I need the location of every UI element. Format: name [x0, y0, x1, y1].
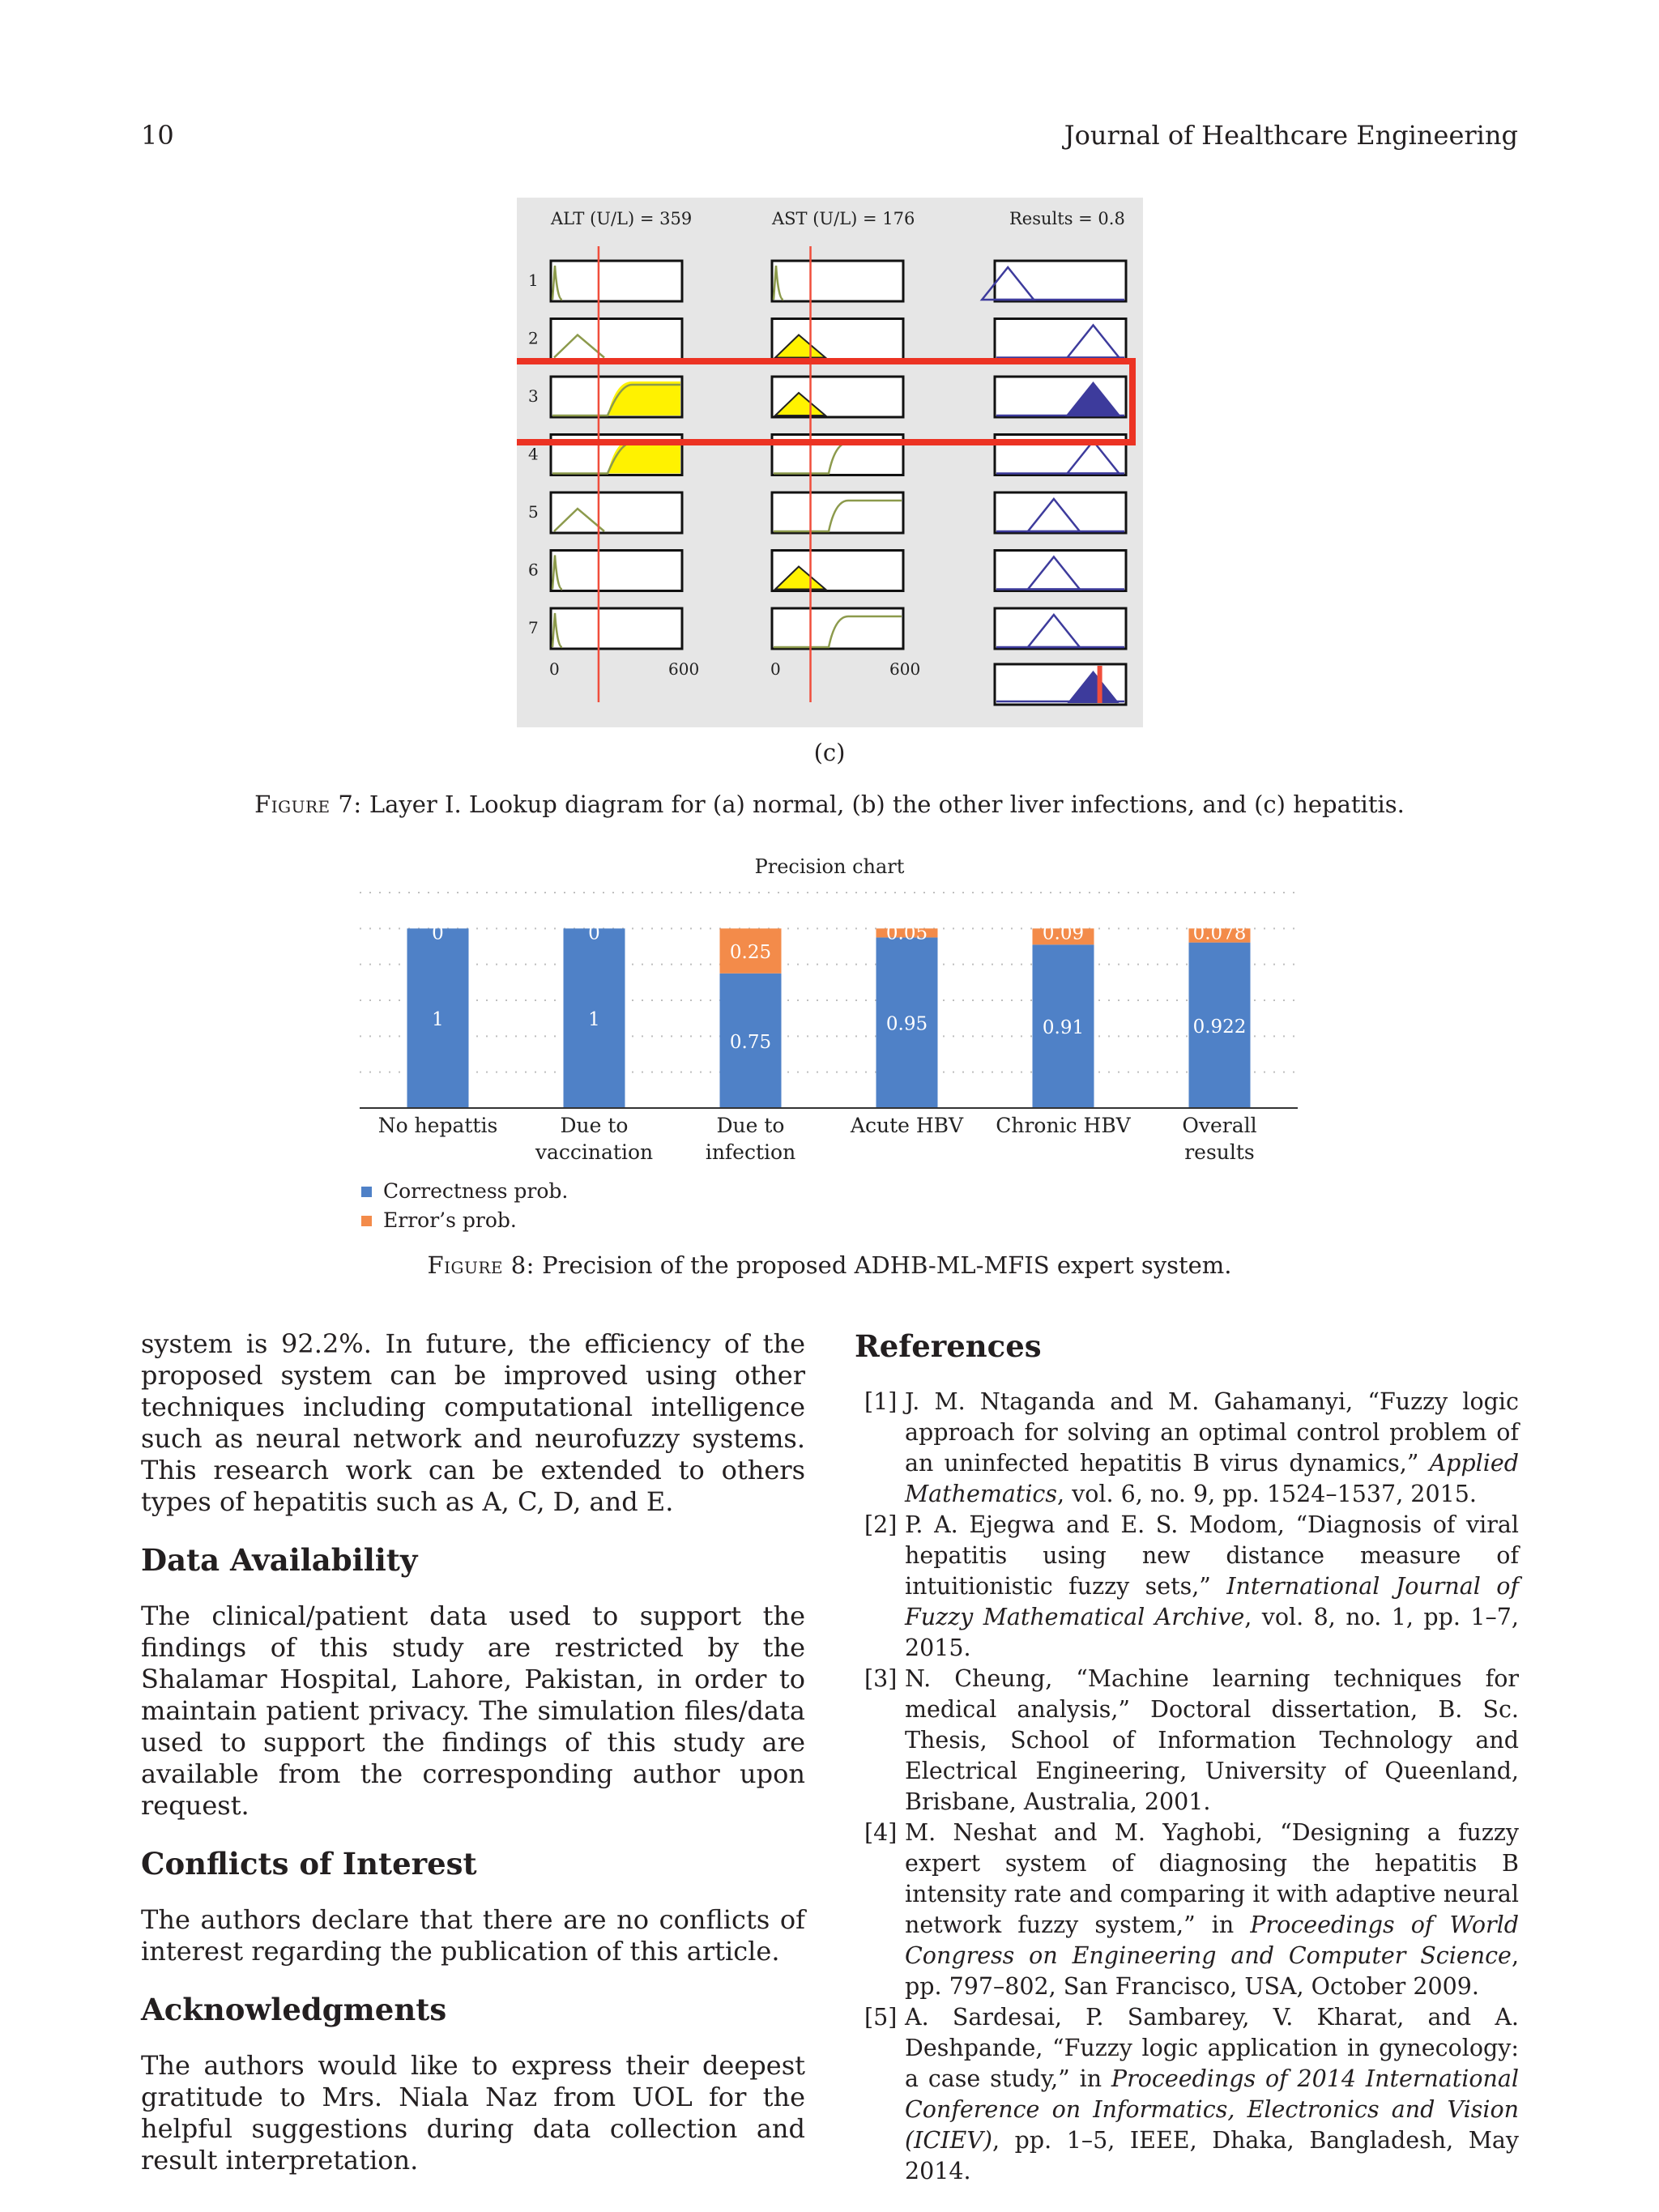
alt-input-label: ALT (U/L) = 359 [551, 209, 693, 228]
x-tick-label: results [1184, 1140, 1255, 1164]
data-label-error: 0 [588, 923, 600, 944]
rule-number: 7 [528, 618, 539, 637]
rule-row [528, 492, 1126, 533]
data-label-correctness: 0.91 [1042, 1017, 1085, 1039]
legend-swatch-error [361, 1216, 372, 1226]
data-label-correctness: 0.95 [885, 1013, 928, 1035]
legend-label-correctness: Correctness prob. [383, 1179, 569, 1203]
alt-membership-box [551, 492, 682, 533]
ast-axis-min: 0 [770, 659, 781, 679]
x-tick-label: infection [705, 1140, 796, 1164]
data-label-error: 0 [432, 923, 444, 944]
rule-row [528, 608, 1126, 649]
output-membership-box [995, 319, 1126, 360]
figure7-caption-text: Layer I. Lookup diagram for (a) normal, (b) the other liver infections, and (c) hepatitis. [369, 791, 1405, 818]
data-label-correctness: 1 [432, 1009, 444, 1031]
acknowledgments-heading: Acknowledgments [141, 1992, 447, 2027]
x-tick-label: No hepattis [377, 1114, 498, 1137]
data-label-error: 0.078 [1192, 923, 1247, 944]
data-label-correctness: 1 [588, 1009, 600, 1031]
x-tick-label: vaccination [535, 1140, 654, 1164]
rule-number: 6 [528, 560, 539, 580]
alt-membership-box [551, 608, 682, 649]
right-column [855, 1328, 1519, 2187]
figure8-caption-text: Precision of the proposed ADHB-ML-MFIS expert system. [542, 1251, 1232, 1279]
figure8-caption [141, 1251, 1518, 1279]
rule-number: 1 [528, 271, 539, 290]
reference-item: [4] M. Neshat and M. Yaghobi, “Designing a fuzzy expert system of diagnosing the hepatitis B intensity rate and comparing it with adaptive neural network fuzzy system,” in Proceedings of World Congress on Engineering and Computer Science, pp. 797–802, San Francisco, USA, October 2009. [864, 1819, 1519, 2000]
figure7-caption [141, 791, 1518, 818]
references-heading: References [855, 1328, 1042, 1364]
rule-number: 3 [528, 386, 539, 406]
legend-label-error: Error’s prob. [383, 1208, 517, 1232]
ast-membership-box [772, 492, 903, 533]
results-output-label: Results = 0.8 [1009, 209, 1125, 228]
alt-membership-box [551, 551, 682, 591]
legend-swatch-correctness [361, 1187, 372, 1197]
data-label-correctness: 0.75 [729, 1031, 772, 1053]
data-availability-text: The clinical/patient data used to support the findings of this study are restricted by the Shalamar Hospital, Lahore, Pakistan, in order to maintain patient privacy. The simulation files/data used to support the findings of this study are available from the corresponding author upon request. [141, 1600, 805, 1821]
alt-membership-box [551, 319, 682, 360]
ast-axis-max: 600 [889, 659, 921, 679]
rule-number: 2 [528, 328, 539, 348]
conclusion-paragraph: system is 92.2%. In future, the efficiency of the proposed system can be improved using other techniques including computational intelligence such as neural network and neurofuzzy systems. This research work can be extended to others types of hepatitis such as A, C, D, and E. [141, 1328, 805, 1517]
data-label-error: 0.05 [885, 923, 928, 944]
reference-item: [2] P. A. Ejegwa and E. S. Modom, “Diagnosis of viral hepatitis using new distance measure of intuitionistic fuzzy sets,” International Journal of Fuzzy Mathematical Archive, vol. 8, no. 1, pp. 1–7, 2015. [864, 1511, 1519, 1661]
alt-axis-max: 600 [668, 659, 700, 679]
x-tick-label: Due to [716, 1114, 785, 1137]
alt-axis-min: 0 [549, 659, 560, 679]
reference-item: [5] A. Sardesai, P. Sambarey, V. Kharat, and A. Deshpande, “Fuzzy logic application in gynecology: a case study,” in Proceedings of 2014 International Conference on Informatics, Electronics and Vision (ICIEV), pp. 1–5, IEEE, Dhaka, Bangladesh, May 2014. [864, 2004, 1519, 2184]
acknowledgments-text: The authors would like to express their deepest gratitude to Mrs. Niala Naz from UOL for the helpful suggestions during data collection and result interpretation. [141, 2050, 805, 2176]
output-membership-box [995, 551, 1126, 591]
ast-membership-box [772, 261, 903, 301]
legend-error [361, 1208, 517, 1232]
data-availability-heading: Data Availability [141, 1542, 418, 1578]
x-tick-label: Chronic HBV [996, 1114, 1131, 1137]
conflicts-heading: Conflicts of Interest [141, 1846, 477, 1882]
reference-item: [1] J. M. Ntaganda and M. Gahamanyi, “Fuzzy logic approach for solving an optimal control problem of an uninfected hepatitis B virus dynamics,” Applied Mathematics, vol. 6, no. 9, pp. 1524–1537, 2015. [864, 1388, 1519, 1507]
alt-membership-box [551, 261, 682, 301]
figure8-caption-label: Figure 8: [427, 1251, 535, 1279]
rule-number: 4 [528, 444, 539, 464]
ast-membership-box [772, 608, 903, 649]
x-tick-label: Due to [560, 1114, 629, 1137]
figure7-caption-label: Figure 7: [254, 791, 362, 818]
figure7-panel-label: (c) [813, 739, 846, 766]
chart-title: Precision chart [754, 855, 905, 878]
x-tick-label: Overall [1182, 1114, 1257, 1137]
output-membership-box [995, 608, 1126, 649]
x-tick-label: Acute HBV [850, 1114, 964, 1137]
rule-row [528, 319, 1126, 360]
reference-item: [3] N. Cheung, “Machine learning techniques for medical analysis,” Doctoral dissertation, B. Sc. Thesis, School of Information Technology and Electrical Engineering, University of Queenland, Brisbane, Australia, 2001. [864, 1665, 1519, 1815]
reference-list [855, 1387, 1519, 2187]
conflicts-text: The authors declare that there are no conflicts of interest regarding the publication of this article. [141, 1904, 805, 1967]
lookup-diagram [517, 198, 1143, 727]
journal-title: Journal of Healthcare Engineering [1064, 120, 1518, 151]
rule-row [528, 377, 1126, 417]
rule-row [528, 261, 1126, 301]
output-membership-box [995, 261, 1126, 301]
data-label-correctness: 0.922 [1192, 1016, 1247, 1038]
page-number: 10 [141, 120, 174, 151]
data-label-error: 0.25 [729, 942, 772, 964]
left-column [141, 1328, 805, 2176]
legend-correctness [361, 1179, 568, 1203]
rule-number: 5 [528, 502, 539, 522]
data-label-error: 0.09 [1042, 923, 1085, 944]
precision-chart [348, 847, 1320, 1171]
ast-input-label: AST (U/L) = 176 [772, 209, 915, 228]
rule-row [528, 551, 1126, 591]
output-membership-box [995, 492, 1126, 533]
